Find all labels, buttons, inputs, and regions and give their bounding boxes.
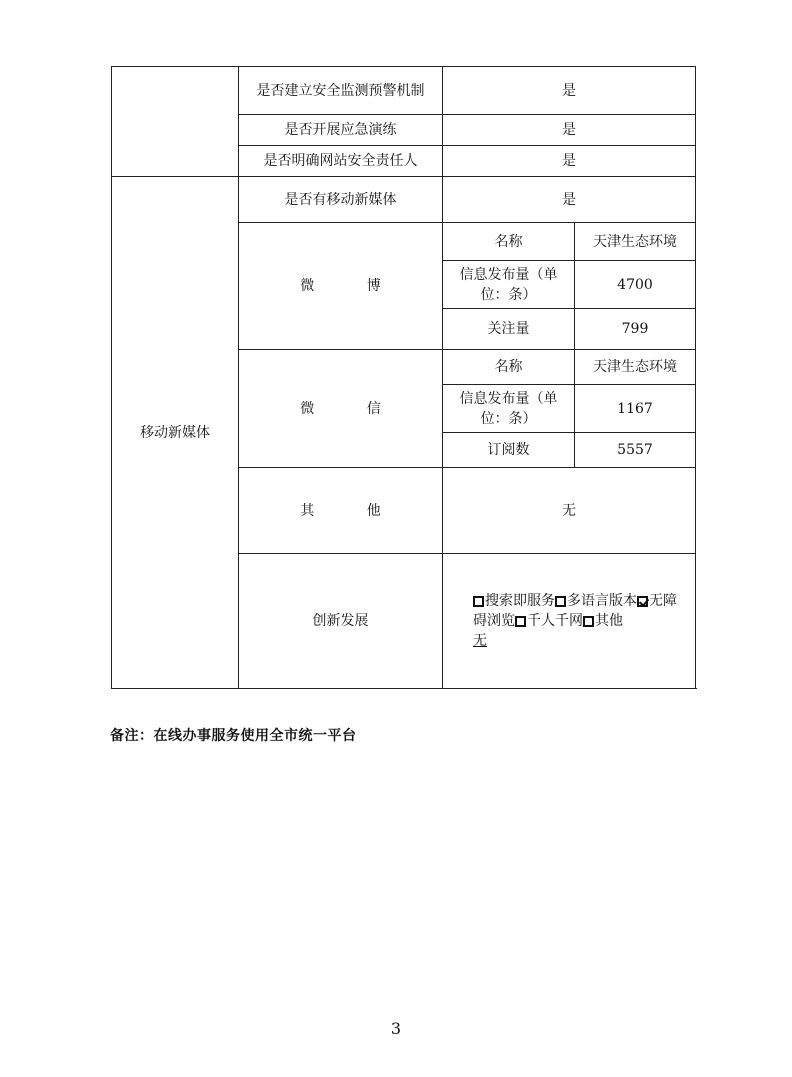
checkbox-icon: [555, 596, 566, 607]
checkbox-icon: [515, 616, 526, 627]
blank-section-cell: [112, 67, 239, 177]
mobile-section-label: 移动新媒体: [112, 177, 239, 689]
table-row: [112, 177, 696, 223]
weibo-follow-value: 799: [575, 309, 696, 350]
other-media-label: 其 他: [239, 468, 443, 554]
has-mobile-label: 是否有移动新媒体: [239, 177, 443, 223]
row-value-monitoring: 是: [443, 67, 696, 115]
row-label-responsible: 是否明确网站安全责任人: [239, 146, 443, 177]
weixin-label: 微 信: [239, 350, 443, 468]
row-value-responsible: 是: [443, 146, 696, 177]
footnote: 备注：在线办事服务使用全市统一平台: [110, 728, 357, 744]
report-table: [111, 66, 696, 689]
option-multilingual: 多语言版本: [555, 593, 637, 609]
weixin-posts-label: 信息发布量（单位：条）: [443, 385, 575, 433]
option-accessibility: 无障碍浏览: [473, 593, 677, 629]
weibo-label: 微 博: [239, 223, 443, 350]
weibo-follow-label: 关注量: [443, 309, 575, 350]
weixin-name-value: 天津生态环境: [575, 350, 696, 385]
checkbox-icon: [473, 596, 484, 607]
weibo-posts-label: 信息发布量（单位：条）: [443, 261, 575, 309]
checked-checkbox-icon: [637, 596, 648, 607]
innovation-other-value: 无: [473, 633, 487, 649]
weibo-posts-value: 4700: [575, 261, 696, 309]
innovation-options: [443, 554, 696, 689]
option-search-service: 搜索即服务: [473, 593, 555, 609]
weibo-name-label: 名称: [443, 223, 575, 261]
option-personalized: 千人千网: [515, 613, 583, 629]
checkbox-icon: [583, 616, 594, 627]
row-value-drill: 是: [443, 115, 696, 146]
other-media-value: 无: [443, 468, 696, 554]
has-mobile-value: 是: [443, 177, 696, 223]
innovation-section-label: 创新发展: [239, 554, 443, 689]
weixin-name-label: 名称: [443, 350, 575, 385]
table-row: [112, 67, 696, 115]
weixin-sub-label: 订阅数: [443, 433, 575, 468]
page-number: 3: [390, 1019, 402, 1038]
option-other: 其他: [583, 613, 623, 629]
weixin-sub-value: 5557: [575, 433, 696, 468]
row-label-drill: 是否开展应急演练: [239, 115, 443, 146]
weixin-posts-value: 1167: [575, 385, 696, 433]
weibo-name-value: 天津生态环境: [575, 223, 696, 261]
row-label-monitoring: 是否建立安全监测预警机制: [239, 67, 443, 115]
